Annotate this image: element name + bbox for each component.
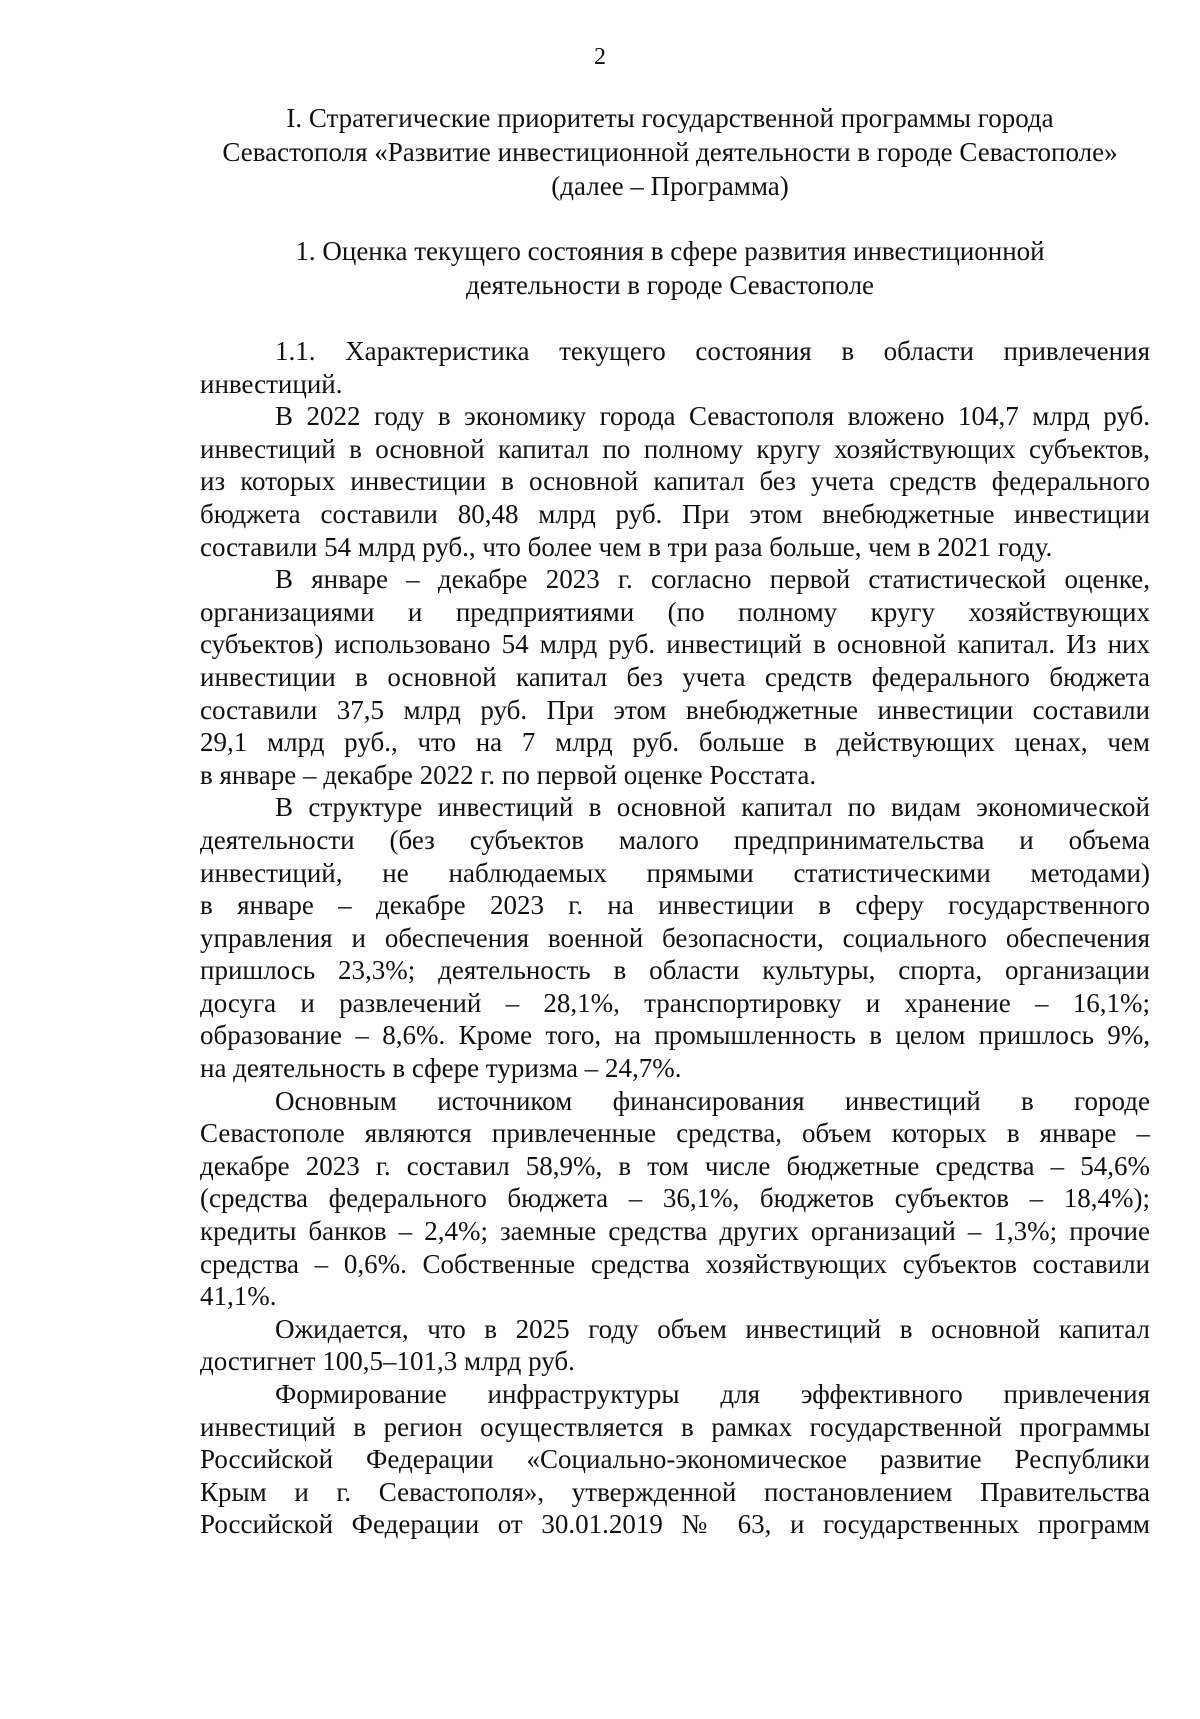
paragraph-line: 41,1%. xyxy=(200,1281,277,1312)
paragraph-line: (средства федерального бюджета – 36,1%, бюджетов субъектов – 18,4%); xyxy=(200,1183,1150,1214)
section-title-line: деятельности в городе Севастополе xyxy=(465,270,875,300)
paragraph-line: достигнет 100,5–101,3 млрд руб. xyxy=(200,1346,575,1377)
paragraph-line: организациями и предприятиями (по полному кругу хозяйствующих xyxy=(200,596,1150,627)
paragraph-line: Крым и г. Севастополя», утвержденной постановлением Правительства xyxy=(200,1476,1150,1507)
paragraph-line: В 2022 году в экономику города Севастополя вложено 104,7 млрд руб. xyxy=(275,401,1150,432)
paragraph-line: инвестиции в основной капитал без учета средств федерального бюджета xyxy=(200,661,1150,692)
main-title-line: Севастополя «Развитие инвестиционной деятельности в городе Севастополе» xyxy=(222,137,1118,167)
paragraph-line: В январе – декабре 2023 г. согласно первой статистической оценке, xyxy=(275,564,1150,595)
paragraph-line: Российской Федерации «Социально-экономическое развитие Республики xyxy=(200,1444,1150,1475)
paragraph xyxy=(200,335,1150,400)
paragraph-line: деятельности (без субъектов малого предпринимательства и объема xyxy=(200,824,1150,855)
paragraph-line: управления и обеспечения военной безопасности, социального обеспечения xyxy=(200,922,1150,953)
paragraph-line: образование – 8,6%. Кроме того, на промышленность в целом пришлось 9%, xyxy=(200,1020,1150,1051)
paragraph-line: инвестиций. xyxy=(200,368,343,399)
paragraph-line: в январе – декабре 2023 г. на инвестиции в сферу государственного xyxy=(200,890,1150,921)
paragraph-line: Основным источником финансирования инвестиций в городе xyxy=(275,1085,1150,1116)
paragraph-line: инвестиций в регион осуществляется в рамках государственной программы xyxy=(200,1411,1150,1442)
paragraph-line: в январе – декабре 2022 г. по первой оценке Росстата. xyxy=(200,759,817,790)
paragraph-line: бюджета составили 80,48 млрд руб. При этом внебюджетные инвестиции xyxy=(200,498,1150,529)
paragraph-line: субъектов) использовано 54 млрд руб. инвестиций в основной капитал. Из них xyxy=(200,629,1150,660)
paragraph-line: В структуре инвестиций в основной капитал по видам экономической xyxy=(275,792,1150,823)
paragraph-line: декабре 2023 г. составил 58,9%, в том числе бюджетные средства – 54,6% xyxy=(200,1150,1150,1181)
paragraph-line: кредиты банков – 2,4%; заемные средства других организаций – 1,3%; прочие xyxy=(200,1216,1150,1247)
paragraph-line: Севастополе являются привлеченные средства, объем которых в январе – xyxy=(200,1118,1150,1149)
paragraph-line: Ожидается, что в 2025 году объем инвестиций в основной капитал xyxy=(275,1313,1150,1344)
paragraph xyxy=(200,791,1150,1084)
paragraph-line: составили 37,5 млрд руб. При этом внебюджетные инвестиции составили xyxy=(200,694,1150,725)
paragraph xyxy=(200,563,1150,791)
main-title-line: I. Стратегические приоритеты государственной программы города xyxy=(286,103,1054,133)
paragraph xyxy=(200,1085,1150,1313)
page-number: 2 xyxy=(594,44,606,70)
section-title-line: 1. Оценка текущего состояния в сфере развития инвестиционной xyxy=(295,236,1045,266)
main-title-line: (далее – Программа) xyxy=(551,171,789,201)
body-text xyxy=(200,335,1150,1541)
paragraph-line: 29,1 млрд руб., что на 7 млрд руб. больше в действующих ценах, чем xyxy=(200,727,1150,758)
paragraph-line: Формирование инфраструктуры для эффективного привлечения xyxy=(275,1379,1150,1409)
paragraph-line: Российской Федерации от 30.01.2019 № 63, и государственных программ xyxy=(200,1509,1150,1540)
paragraph-line: на деятельность в сфере туризма – 24,7%. xyxy=(200,1053,682,1084)
paragraph xyxy=(200,1378,1150,1541)
paragraph xyxy=(200,400,1150,563)
paragraph-line: 1.1. Характеристика текущего состояния в области привлечения xyxy=(275,336,1150,366)
paragraph-line: досуга и развлечений – 28,1%, транспортировку и хранение – 16,1%; xyxy=(200,987,1150,1018)
paragraph-line: пришлось 23,3%; деятельность в области культуры, спорта, организации xyxy=(200,955,1150,986)
paragraph-line: составили 54 млрд руб., что более чем в три раза больше, чем в 2021 году. xyxy=(200,531,1053,562)
paragraph-line: из которых инвестиции в основной капитал без учета средств федерального xyxy=(200,466,1150,497)
section-title xyxy=(190,234,1150,302)
paragraph-line: инвестиций в основной капитал по полному кругу хозяйствующих субъектов, xyxy=(200,433,1150,464)
main-title xyxy=(190,101,1150,203)
paragraph-line: средства – 0,6%. Собственные средства хозяйствующих субъектов составили xyxy=(200,1248,1150,1279)
paragraph-line: инвестиций, не наблюдаемых прямыми статистическими методами) xyxy=(200,857,1150,888)
paragraph xyxy=(200,1313,1150,1378)
